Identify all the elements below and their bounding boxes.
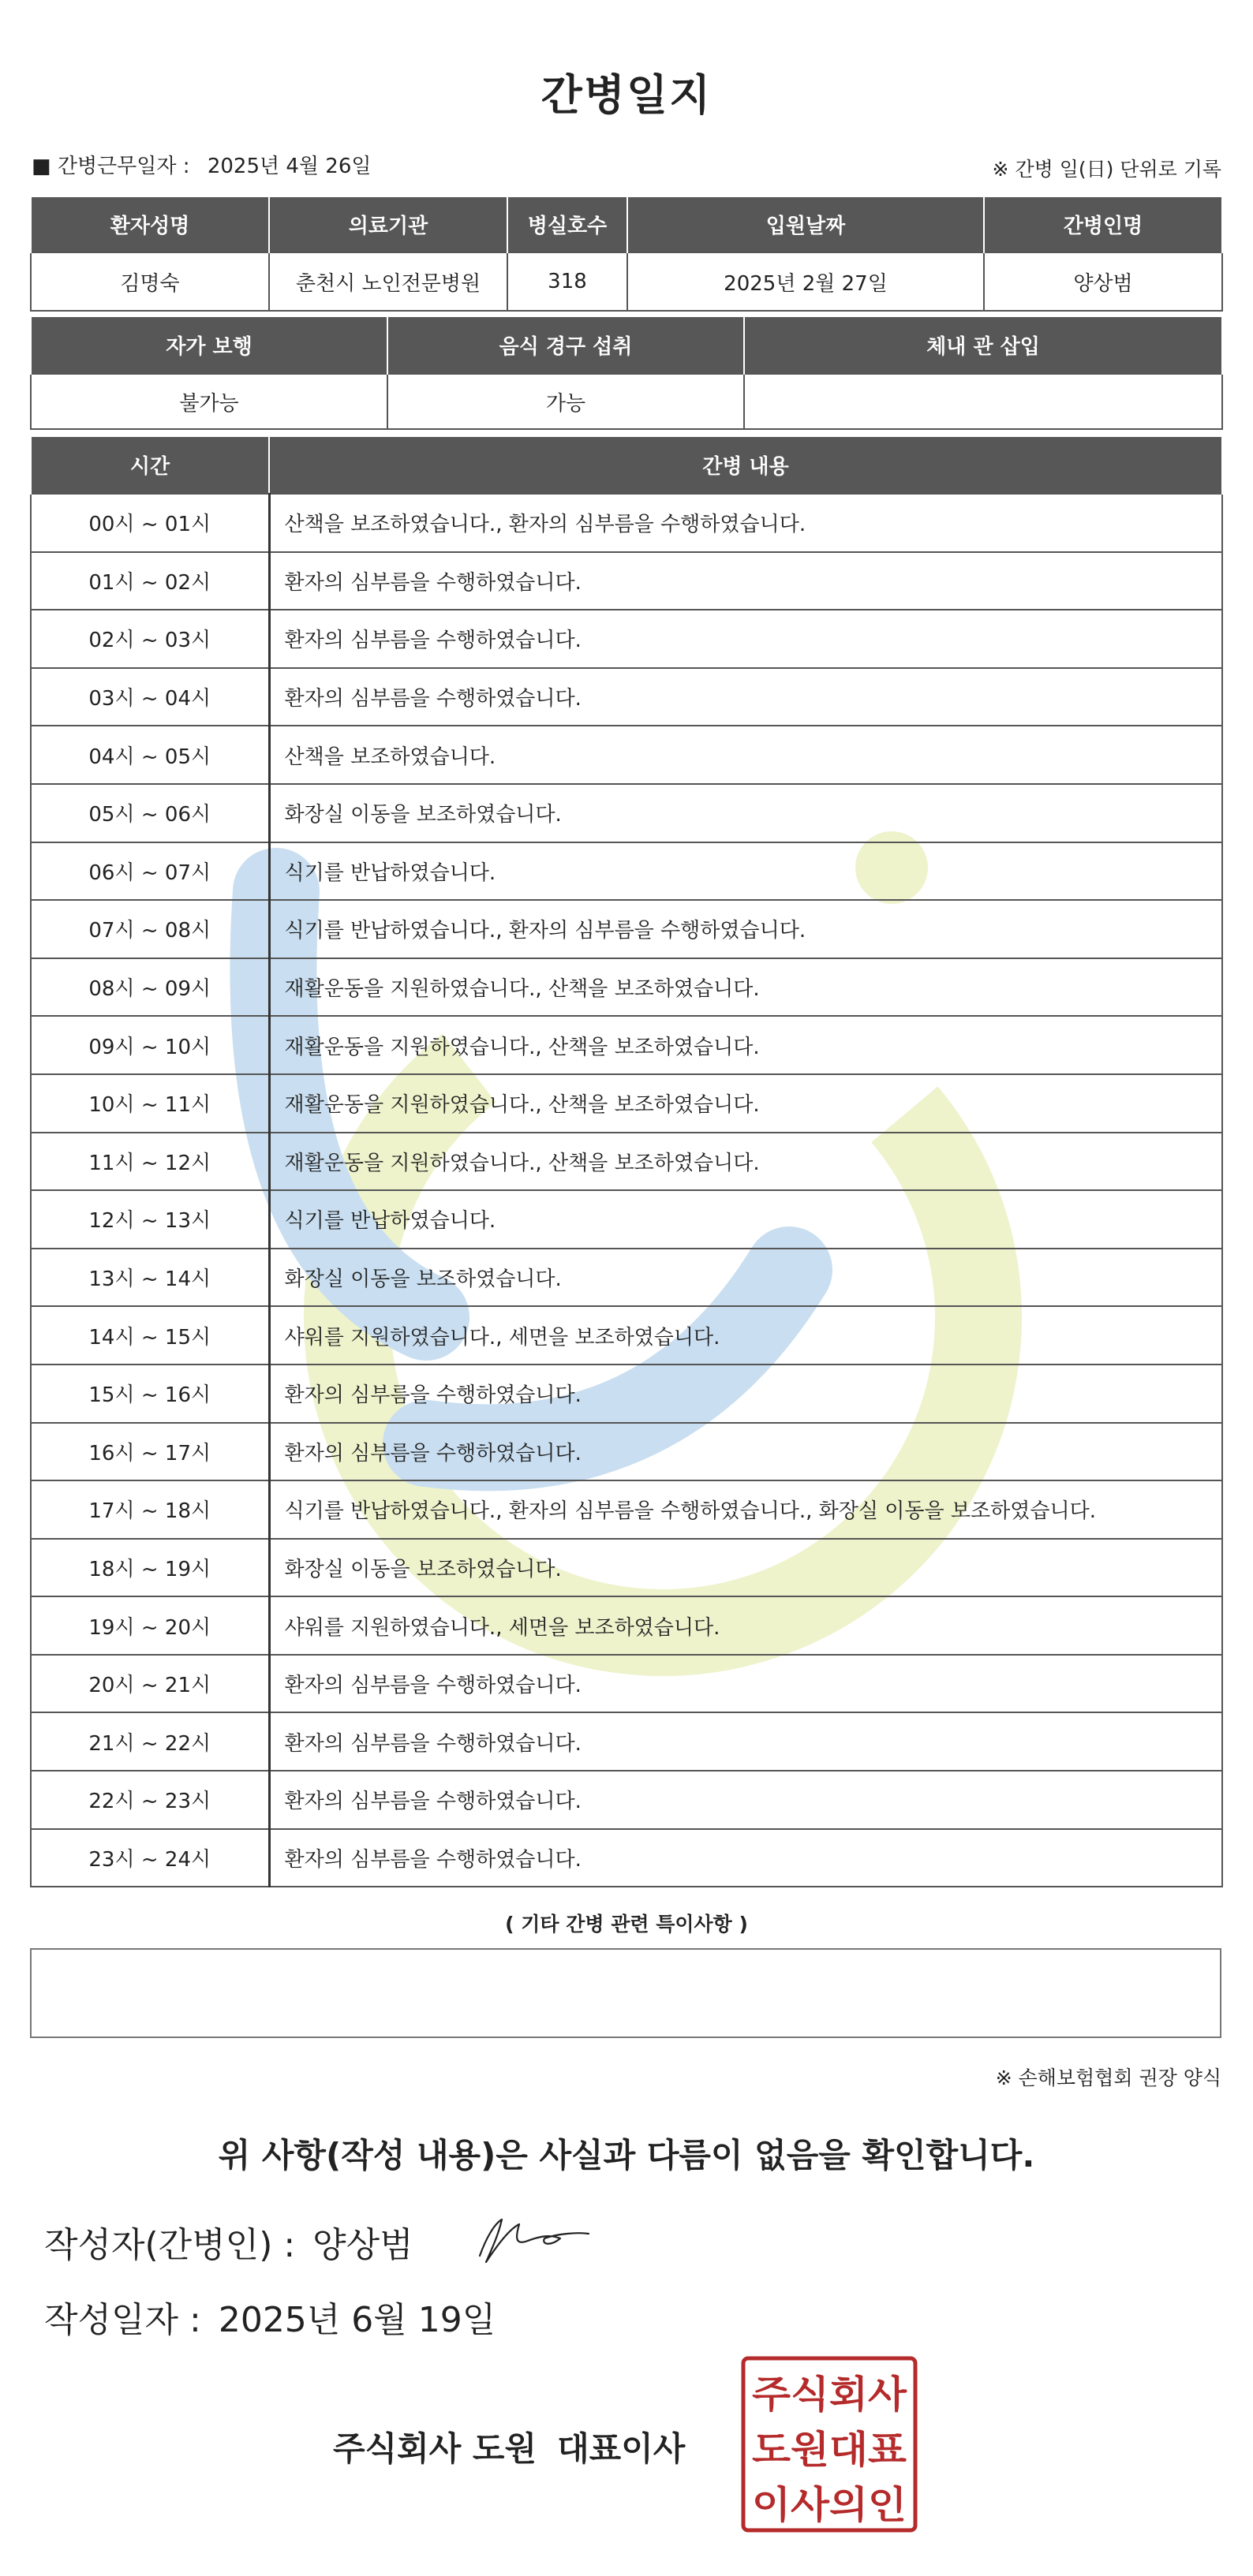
- header-caregiver-name: 간병인명: [984, 197, 1222, 252]
- content-cell: 화장실 이동을 보조하였습니다.: [269, 784, 1222, 842]
- content-cell: 화장실 이동을 보조하였습니다.: [269, 1249, 1222, 1307]
- header-hospital: 의료기관: [269, 197, 507, 252]
- ability-header-row: [31, 317, 1222, 374]
- table-row: [31, 1771, 1222, 1829]
- table-row: [31, 784, 1222, 842]
- time-cell: 16시 ~ 17시: [31, 1423, 269, 1481]
- work-date-label: ■ 간병근무일자 :: [32, 155, 190, 178]
- header-care-content: 간병 내용: [269, 437, 1222, 494]
- header-oral-intake: 음식 경구 섭취: [387, 317, 744, 374]
- ability-table: [30, 317, 1223, 430]
- author-label: 작성자(간병인) :: [44, 2225, 296, 2265]
- content-cell: 식기를 반납하였습니다., 환자의 심부름을 수행하였습니다., 화장실 이동을 보조하였습니다.: [269, 1480, 1222, 1539]
- content-cell: 환자의 심부름을 수행하였습니다.: [269, 668, 1222, 726]
- room-number-value: 318: [507, 252, 627, 311]
- patient-info-table: [30, 197, 1223, 312]
- written-date-label: 작성일자 :: [44, 2300, 201, 2340]
- caregiver-name-value: 양상범: [984, 252, 1222, 311]
- content-cell: 화장실 이동을 보조하였습니다.: [269, 1539, 1222, 1597]
- table-row: [31, 1249, 1222, 1307]
- time-cell: 22시 ~ 23시: [31, 1771, 269, 1829]
- written-date-line: [44, 2291, 496, 2342]
- time-cell: 19시 ~ 20시: [31, 1596, 269, 1655]
- admission-date-value: 2025년 2월 27일: [627, 252, 984, 311]
- time-cell: 18시 ~ 19시: [31, 1539, 269, 1597]
- content-cell: 환자의 심부름을 수행하였습니다.: [269, 552, 1222, 610]
- content-cell: 산책을 보조하였습니다.: [269, 726, 1222, 784]
- content-cell: 환자의 심부름을 수행하였습니다.: [269, 1365, 1222, 1423]
- time-cell: 09시 ~ 10시: [31, 1016, 269, 1074]
- content-cell: 식기를 반납하였습니다., 환자의 심부름을 수행하였습니다.: [269, 900, 1222, 958]
- author-line: [44, 2216, 413, 2267]
- content-cell: 환자의 심부름을 수행하였습니다.: [269, 1655, 1222, 1713]
- content-cell: 재활운동을 지원하였습니다., 산책을 보조하였습니다.: [269, 1016, 1222, 1074]
- seal-line-2: 도원대표: [752, 2428, 907, 2472]
- ability-value-row: [31, 374, 1222, 429]
- time-cell: 14시 ~ 15시: [31, 1306, 269, 1365]
- work-date: [32, 150, 372, 179]
- company-line: [333, 2423, 685, 2470]
- content-cell: 환자의 심부름을 수행하였습니다.: [269, 1829, 1222, 1887]
- oral-intake-value: 가능: [387, 374, 744, 429]
- header-admission-date: 입원날짜: [627, 197, 984, 252]
- table-row: [31, 1190, 1222, 1249]
- table-row: [31, 1423, 1222, 1481]
- table-row: [31, 1596, 1222, 1655]
- table-row: [31, 668, 1222, 726]
- time-cell: 11시 ~ 12시: [31, 1133, 269, 1191]
- company-seal-stamp: [740, 2355, 918, 2533]
- table-row: [31, 552, 1222, 610]
- table-row: [31, 1016, 1222, 1074]
- time-cell: 17시 ~ 18시: [31, 1480, 269, 1539]
- table-row: [31, 1712, 1222, 1771]
- time-cell: 20시 ~ 21시: [31, 1655, 269, 1713]
- tube-insertion-value: [744, 374, 1222, 429]
- recommend-note: ※ 손해보험협회 권장 양식: [995, 2066, 1221, 2089]
- header-patient-name: 환자성명: [31, 197, 269, 252]
- page-title: 간병일지: [540, 70, 713, 120]
- patient-name-value: 김명숙: [31, 252, 269, 311]
- header-time: 시간: [31, 437, 269, 494]
- record-note: ※ 간병 일(日) 단위로 기록: [992, 158, 1221, 181]
- content-cell: 재활운동을 지원하였습니다., 산책을 보조하였습니다.: [269, 958, 1222, 1017]
- seal-line-3: 이사의인: [752, 2483, 907, 2527]
- confirmation-statement: 위 사항(작성 내용)은 사실과 다름이 없음을 확인합니다.: [218, 2136, 1035, 2175]
- table-row: [31, 1365, 1222, 1423]
- hospital-value: 춘천시 노인전문병원: [269, 252, 507, 311]
- time-cell: 01시 ~ 02시: [31, 552, 269, 610]
- time-cell: 13시 ~ 14시: [31, 1249, 269, 1307]
- time-cell: 03시 ~ 04시: [31, 668, 269, 726]
- time-cell: 07시 ~ 08시: [31, 900, 269, 958]
- care-log-table: [30, 437, 1223, 1887]
- table-row: [31, 900, 1222, 958]
- time-cell: 06시 ~ 07시: [31, 842, 269, 901]
- seal-line-1: 주식회사: [752, 2373, 907, 2417]
- content-cell: 샤워를 지원하였습니다., 세면을 보조하였습니다.: [269, 1596, 1222, 1655]
- table-row: [31, 1074, 1222, 1133]
- content-cell: 산책을 보조하였습니다., 환자의 심부름을 수행하였습니다.: [269, 494, 1222, 552]
- care-log-header-row: [31, 437, 1222, 494]
- content-cell: 재활운동을 지원하였습니다., 산책을 보조하였습니다.: [269, 1074, 1222, 1133]
- content-cell: 재활운동을 지원하였습니다., 산책을 보조하였습니다.: [269, 1133, 1222, 1191]
- content-cell: 식기를 반납하였습니다.: [269, 842, 1222, 901]
- table-row: [31, 1655, 1222, 1713]
- notes-box: [30, 1948, 1221, 2038]
- table-row: [31, 494, 1222, 552]
- content-cell: 식기를 반납하였습니다.: [269, 1190, 1222, 1249]
- content-cell: 환자의 심부름을 수행하였습니다.: [269, 1423, 1222, 1481]
- company-name: 주식회사 도원: [333, 2429, 537, 2468]
- time-cell: 21시 ~ 22시: [31, 1712, 269, 1771]
- time-cell: 00시 ~ 01시: [31, 494, 269, 552]
- content-cell: 샤워를 지원하였습니다., 세면을 보조하였습니다.: [269, 1306, 1222, 1365]
- time-cell: 12시 ~ 13시: [31, 1190, 269, 1249]
- time-cell: 05시 ~ 06시: [31, 784, 269, 842]
- content-cell: 환자의 심부름을 수행하였습니다.: [269, 610, 1222, 668]
- written-date-value: 2025년 6월 19일: [218, 2300, 496, 2340]
- header-room-number: 병실호수: [507, 197, 627, 252]
- time-cell: 23시 ~ 24시: [31, 1829, 269, 1887]
- table-row: [31, 1133, 1222, 1191]
- patient-info-value-row: [31, 252, 1222, 311]
- author-name: 양상범: [312, 2225, 413, 2265]
- table-row: [31, 842, 1222, 901]
- content-cell: 환자의 심부름을 수행하였습니다.: [269, 1712, 1222, 1771]
- self-walking-value: 불가능: [31, 374, 387, 429]
- table-row: [31, 1306, 1222, 1365]
- header-tube-insertion: 체내 관 삽입: [744, 317, 1222, 374]
- time-cell: 15시 ~ 16시: [31, 1365, 269, 1423]
- work-date-value: 2025년 4월 26일: [207, 155, 372, 178]
- table-row: [31, 610, 1222, 668]
- time-cell: 08시 ~ 09시: [31, 958, 269, 1017]
- representative-title: 대표이사: [557, 2429, 686, 2468]
- table-row: [31, 726, 1222, 784]
- table-row: [31, 1539, 1222, 1597]
- time-cell: 04시 ~ 05시: [31, 726, 269, 784]
- table-row: [31, 958, 1222, 1017]
- signature-image: [462, 2210, 597, 2273]
- patient-info-header-row: [31, 197, 1222, 252]
- header-self-walking: 자가 보행: [31, 317, 387, 374]
- table-row: [31, 1480, 1222, 1539]
- time-cell: 02시 ~ 03시: [31, 610, 269, 668]
- content-cell: 환자의 심부름을 수행하였습니다.: [269, 1771, 1222, 1829]
- time-cell: 10시 ~ 11시: [31, 1074, 269, 1133]
- table-row: [31, 1829, 1222, 1887]
- notes-heading: ( 기타 간병 관련 특이사항 ): [505, 1913, 748, 1936]
